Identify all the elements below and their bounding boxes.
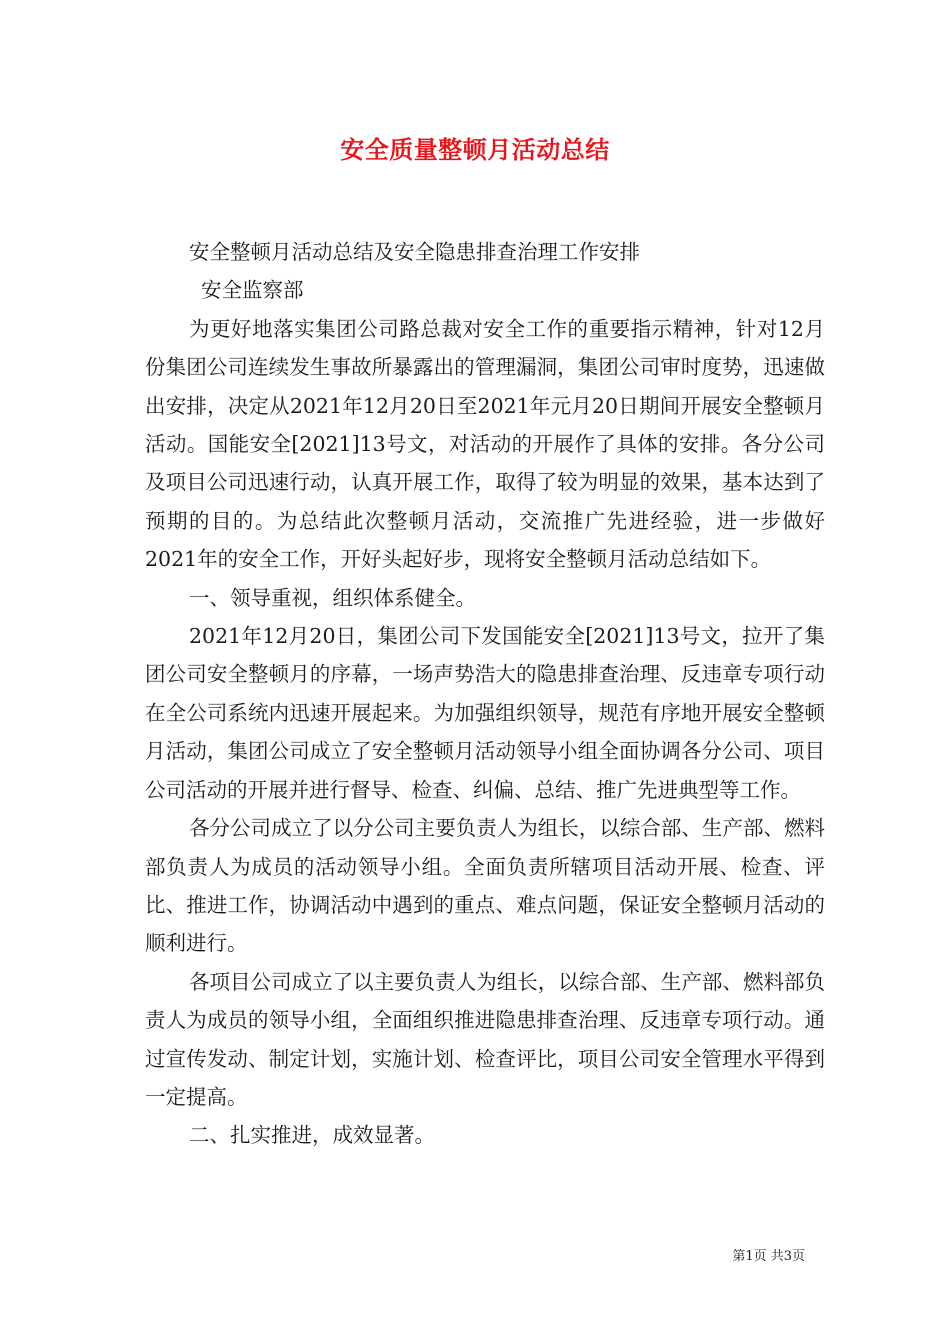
body-paragraph: 各项目公司成立了以主要负责人为组长，以综合部、生产部、燃料部负责人为成员的领导小组，全面组织推进隐患排查治理、反违章专项行动。通过宣传发动、制定计划，实施计划、检查评比，项目公司安全管理水平得到一定提高。 bbox=[145, 969, 825, 1109]
section-heading-1: 一、领导重视，组织体系健全。 bbox=[189, 585, 476, 610]
document-body bbox=[145, 233, 825, 1155]
document-subtitle: 安全整顿月活动总结及安全隐患排查治理工作安排 bbox=[189, 240, 640, 264]
page-number: 第1页 共3页 bbox=[732, 1249, 805, 1264]
department-name: 安全监察部 bbox=[201, 278, 304, 303]
section-heading-2: 二、扎实推进，成效显著。 bbox=[189, 1123, 435, 1148]
document-title: 安全质量整顿月活动总结 bbox=[340, 135, 610, 164]
body-paragraph: 2021年12月20日，集团公司下发国能安全[2021]13号文，拉开了集团公司安全整顿月的序幕，一场声势浩大的隐患排查治理、反违章专项行动在全公司系统内迅速开展起来。为加强组织领导，规范有序地开展安全整顿月活动，集团公司成立了安全整顿月活动领导小组全面协调各分公司、项目公司活动的开展并进行督导、检查、纠偏、总结、推广先进典型等工作。 bbox=[145, 624, 825, 802]
intro-paragraph: 为更好地落实集团公司路总裁对安全工作的重要指示精神，针对12月份集团公司连续发生事故所暴露出的管理漏洞，集团公司审时度势，迅速做出安排，决定从2021年12月20日至2021年元月20日期间开展安全整顿月活动。国能安全[2021]13号文，对活动的开展作了具体的安排。各分公司及项目公司迅速行动，认真开展工作，取得了较为明显的效果，基本达到了预期的目的。为总结此次整顿月活动，交流推广先进经验，进一步做好2021年的安全工作，开好头起好步，现将安全整顿月活动总结如下。 bbox=[145, 316, 825, 572]
body-paragraph: 各分公司成立了以分公司主要负责人为组长，以综合部、生产部、燃料部负责人为成员的活动领导小组。全面负责所辖项目活动开展、检查、评比、推进工作，协调活动中遇到的重点、难点问题，保证安全整顿月活动的顺利进行。 bbox=[145, 816, 825, 956]
